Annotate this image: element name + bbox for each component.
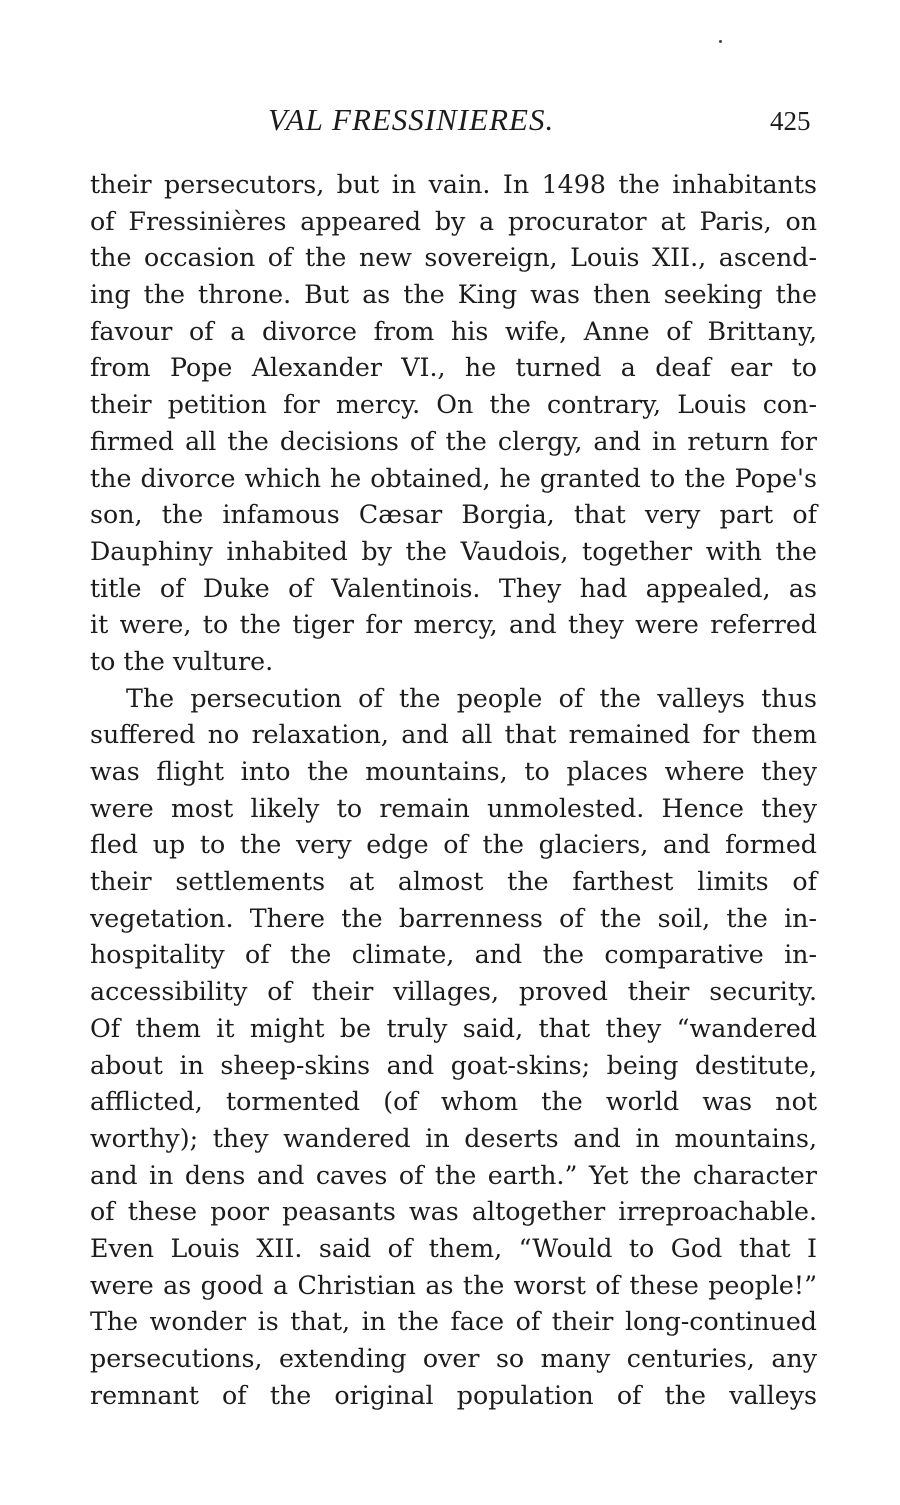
text-line: ing the throne. But as the King was then seeking the <box>90 280 817 310</box>
text-line: hospitality of the climate, and the comparative in- <box>90 940 817 970</box>
paragraph-1 <box>90 167 817 681</box>
text-line: son, the infamous Cæsar Borgia, that very part of <box>90 500 817 530</box>
text-line: persecutions, extending over so many centuries, any <box>90 1344 817 1373</box>
text-line: to the vulture. <box>90 646 274 676</box>
text-line: the divorce which he obtained, he granted to the Pope's <box>90 463 817 493</box>
body-text <box>90 167 817 1414</box>
text-line: title of Duke of Valentinois. They had appealed, as <box>90 573 817 603</box>
text-line: was flight into the mountains, to places where they <box>90 757 817 786</box>
text-line: fled up to the very edge of the glaciers, and formed <box>90 830 817 860</box>
text-line: their persecutors, but in vain. In 1498 the inhabitants <box>90 170 817 199</box>
text-line: Dauphiny inhabited by the Vaudois, together with the <box>90 536 817 566</box>
text-line: The wonder is that, in the face of their long-continued <box>90 1307 817 1337</box>
text-line: their petition for mercy. On the contrary, Louis con- <box>90 390 817 420</box>
text-line: Of them it might be truly said, that they “wandered <box>90 1013 817 1043</box>
text-line: worthy); they wandered in deserts and in mountains, <box>90 1123 817 1153</box>
text-line: were most likely to remain unmolested. Hence they <box>90 793 817 823</box>
text-line: about in sheep-skins and goat-skins; being destitute, <box>90 1050 817 1080</box>
page-header <box>0 102 900 142</box>
text-line: accessibility of their villages, proved their security. <box>90 977 817 1007</box>
ink-speck <box>719 40 722 43</box>
text-line: afflicted, tormented (of whom the world was not <box>90 1087 817 1117</box>
text-line: suffered no relaxation, and all that remained for them <box>90 720 817 750</box>
text-line: favour of a divorce from his wife, Anne of Brittany, <box>90 316 817 346</box>
text-line: of these poor peasants was altogether irreproachable. <box>90 1197 817 1227</box>
text-line: were as good a Christian as the worst of these people!” <box>90 1270 817 1300</box>
text-line: the occasion of the new sovereign, Louis XII., ascend- <box>90 243 817 273</box>
text-line: remnant of the original population of the valleys <box>90 1380 817 1410</box>
text-line: Even Louis XII. said of them, “Would to God that I <box>90 1233 817 1263</box>
text-line: firmed all the decisions of the clergy, and in return for <box>90 426 817 456</box>
page-number: 425 <box>770 106 811 136</box>
text-line: their settlements at almost the farthest limits of <box>90 867 817 897</box>
text-line: of Fressinières appeared by a procurator at Paris, on <box>90 206 817 236</box>
text-line: vegetation. There the barrenness of the soil, the in- <box>90 903 817 933</box>
text-line: from Pope Alexander VI., he turned a deaf ear to <box>90 353 817 383</box>
text-line: The persecution of the people of the valleys thus <box>126 683 817 713</box>
text-line: and in dens and caves of the earth.” Yet the character <box>90 1160 817 1190</box>
text-line: it were, to the tiger for mercy, and they were referred <box>90 610 817 640</box>
paragraph-2 <box>90 681 817 1415</box>
running-title: VAL FRESSINIERES. <box>268 102 555 137</box>
